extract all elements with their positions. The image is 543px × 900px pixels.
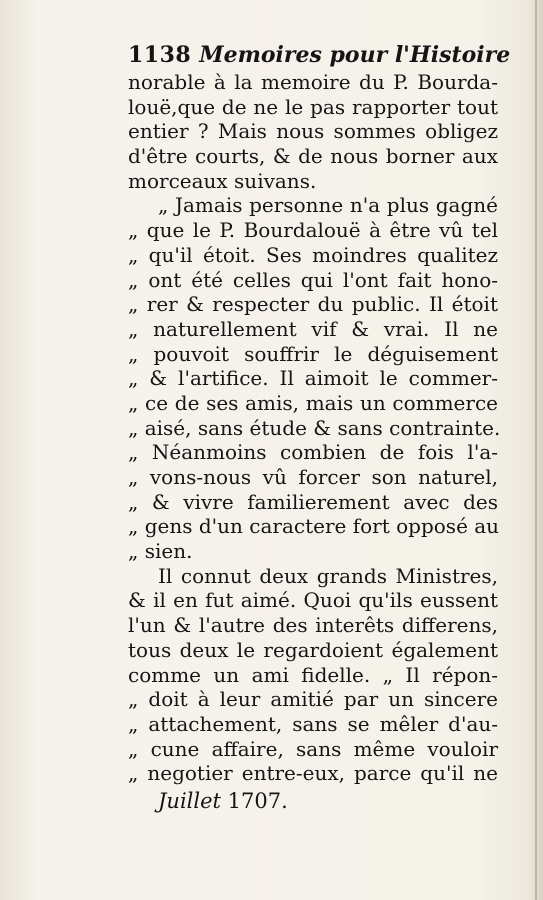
text-line: entier ? Mais nous sommes obligez: [128, 119, 498, 144]
text-line: „ ce de ses amis, mais un commerce: [128, 390, 498, 415]
text-line: morceaux suivans.: [128, 168, 317, 193]
text-line: tous deux le regardoient également: [128, 637, 498, 662]
page-number: 1138: [128, 42, 192, 68]
page-footer: [158, 788, 288, 814]
text-line: „ naturellement vif & vrai. Il ne: [128, 316, 498, 341]
text-line: „ doit à leur amitié par un sincere: [128, 687, 498, 712]
page-edge: [535, 0, 537, 900]
text-line: l'un & l'autre des interêts differens,: [128, 613, 498, 638]
text-line: „ aisé, sans étude & sans contrainte.: [128, 415, 501, 440]
page-header: [128, 40, 511, 70]
text-line: „ sien.: [128, 539, 193, 564]
text-line: „ pouvoit souffrir le déguisement: [128, 341, 498, 366]
text-line: „ gens d'un caractere fort opposé au: [128, 514, 500, 539]
running-title: Memoires pour l'Histoire: [199, 42, 511, 68]
text-line: „ & l'artifice. Il aimoit le commer-: [128, 366, 498, 391]
text-line: d'être courts, & de nous borner aux: [128, 144, 498, 169]
text-line: norable à la memoire du P. Bourda-: [128, 70, 498, 94]
text-line: „ vons-nous vû forcer son naturel,: [128, 465, 498, 489]
footer-month: Juillet: [158, 789, 221, 813]
text-line: „ cune affaire, sans même vouloir: [128, 736, 498, 761]
text-line: „ negotier entre-eux, parce qu'il ne: [128, 761, 498, 786]
text-line: Il connut deux grands Ministres,: [158, 563, 498, 588]
text-line: „ Néanmoins combien de fois l'a-: [128, 440, 498, 465]
text-line: „ & vivre familierement avec des: [128, 489, 498, 514]
text-line: „ Jamais personne n'a plus gagné: [158, 193, 498, 218]
text-line: „ rer & respecter du public. Il étoit: [128, 292, 498, 317]
text-line: „ qu'il étoit. Ses moindres qualitez: [128, 242, 498, 267]
text-line: louë,que de ne le pas rapporter tout: [128, 94, 498, 119]
text-line: „ attachement, sans se mêler d'au-: [128, 711, 498, 736]
body-text: [128, 70, 501, 786]
text-line: comme un ami fidelle. „ Il répon-: [128, 662, 498, 687]
text-line: „ que le P. Bourdalouë à être vû tel: [128, 218, 498, 243]
footer-year: 1707.: [227, 789, 288, 813]
text-line: „ ont été celles qui l'ont fait hono-: [128, 267, 498, 292]
text-line: & il en fut aimé. Quoi qu'ils eussent: [128, 588, 498, 613]
